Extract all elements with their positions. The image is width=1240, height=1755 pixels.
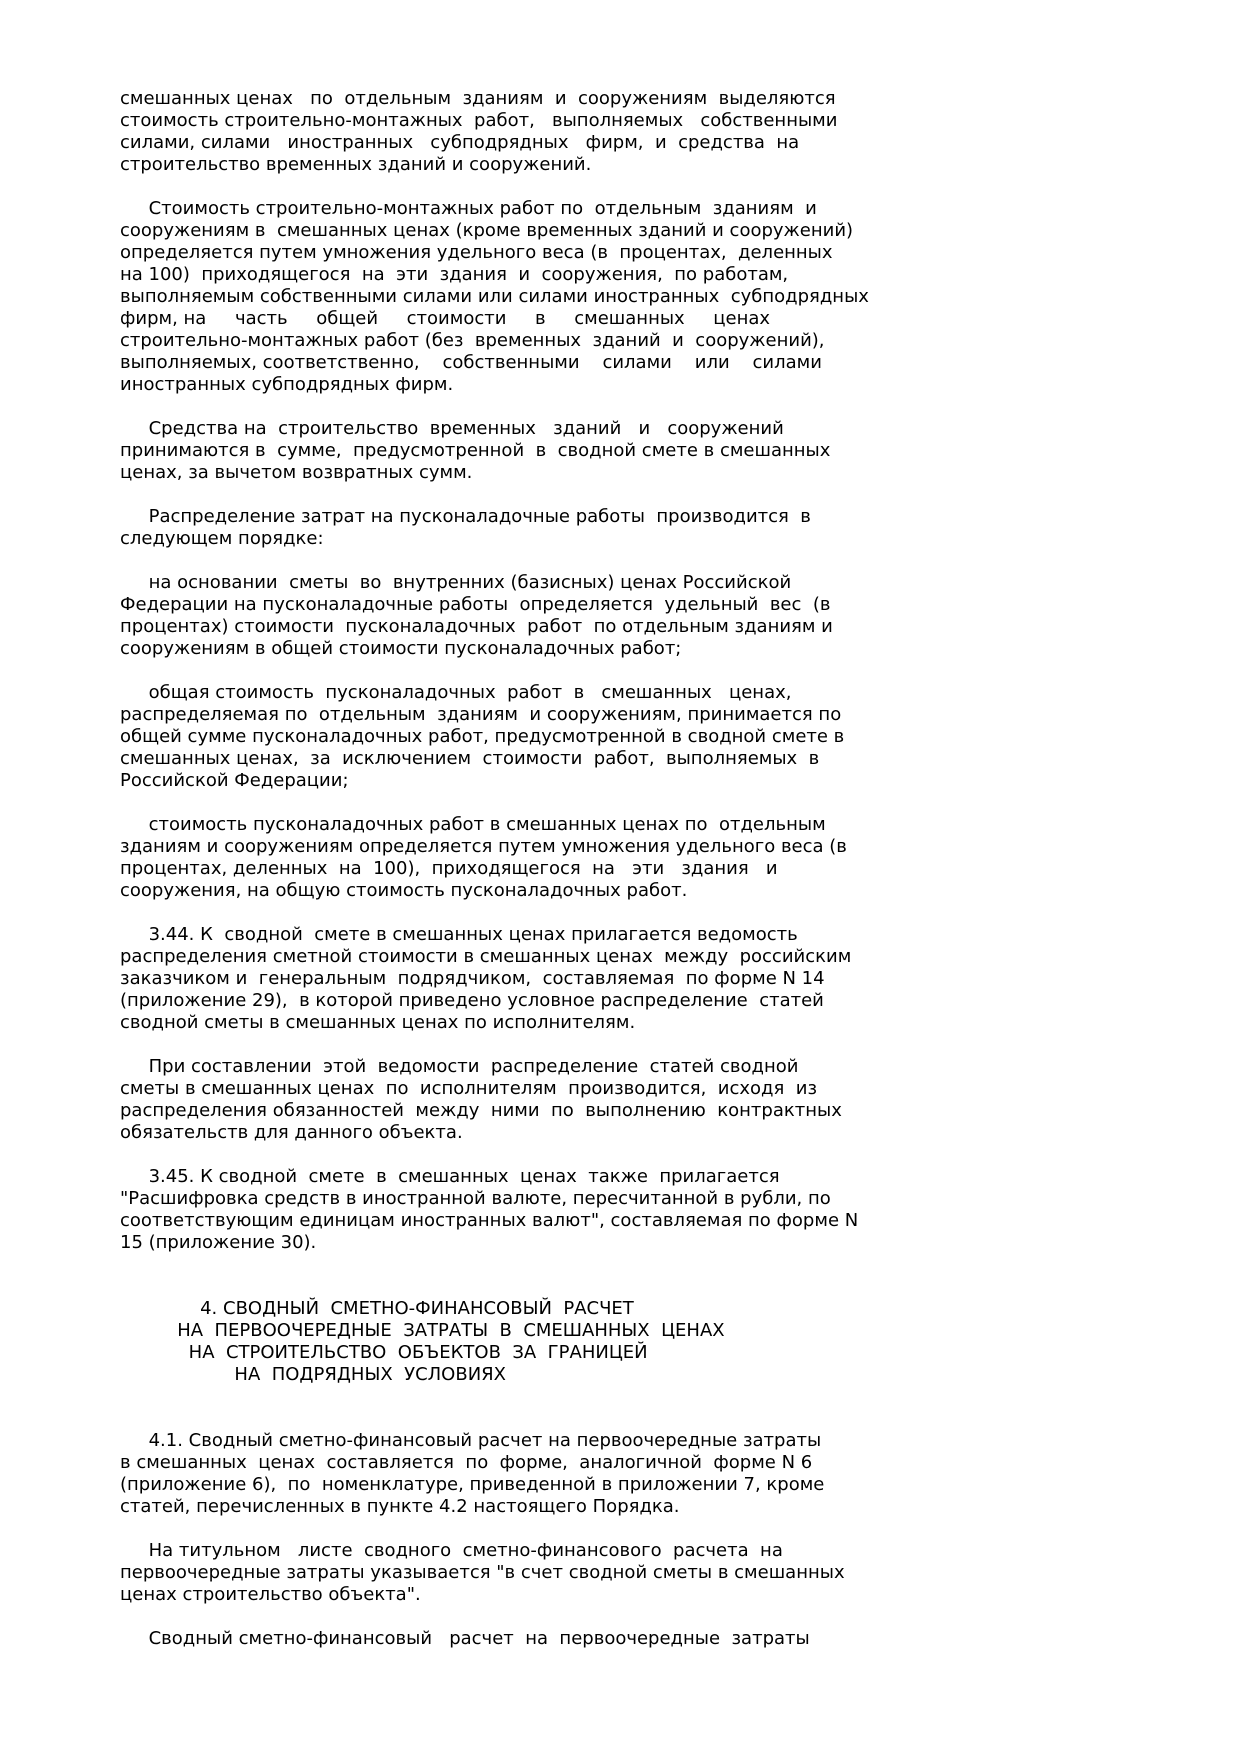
text-line: сооружения, на общую стоимость пусконаладочных работ.: [120, 880, 688, 901]
text-line: смешанных ценах, за исключением стоимости работ, выполняемых в: [120, 748, 820, 769]
text-line: на основании сметы во внутренних (базисных) ценах Российской: [120, 572, 792, 593]
text-line: сметы в смешанных ценах по исполнителям производится, исходя из: [120, 1078, 818, 1099]
document-page: [120, 88, 1180, 1650]
text-line: Средства на строительство временных зданий и сооружений: [120, 418, 784, 439]
text-line: (приложение 29), в которой приведено условное распределение статей: [120, 990, 824, 1011]
text-line: Российской Федерации;: [120, 770, 349, 791]
text-line: фирм, на часть общей стоимости в смешанных ценах: [120, 308, 771, 329]
text-line: сооружениям в смешанных ценах (кроме временных зданий и сооружений): [120, 220, 854, 241]
text-line: выполняемым собственными силами или силами иностранных субподрядных: [120, 286, 869, 307]
text-line: распределения сметной стоимости в смешанных ценах между российским: [120, 946, 852, 967]
text-line: силами, силами иностранных субподрядных фирм, и средства на: [120, 132, 800, 153]
text-line: Сводный сметно-финансовый расчет на первоочередные затраты: [120, 1628, 810, 1649]
text-line: сводной сметы в смешанных ценах по исполнителям.: [120, 1012, 636, 1033]
text-line: На титульном листе сводного сметно-финансового расчета на: [120, 1540, 783, 1561]
text-line: 3.44. К сводной смете в смешанных ценах прилагается ведомость: [120, 924, 798, 945]
text-line: ценах, за вычетом возвратных сумм.: [120, 462, 473, 483]
paragraph: [120, 88, 1180, 176]
text-line: сооружениям в общей стоимости пусконаладочных работ;: [120, 638, 682, 659]
text-line: первоочередные затраты указывается "в счет сводной сметы в смешанных: [120, 1562, 845, 1583]
paragraph: [120, 418, 1180, 484]
paragraph: [120, 1166, 1180, 1254]
text-line: строительство временных зданий и сооружений.: [120, 154, 592, 175]
text-line: Стоимость строительно-монтажных работ по отдельным зданиям и: [120, 198, 817, 219]
paragraph: [120, 572, 1180, 660]
text-line: распределяемая по отдельным зданиям и сооружениям, принимается по: [120, 704, 842, 725]
paragraph: [120, 1540, 1180, 1606]
text-line: на 100) приходящегося на эти здания и сооружения, по работам,: [120, 264, 789, 285]
text-line: статей, перечисленных в пункте 4.2 настоящего Порядка.: [120, 1496, 680, 1517]
text-line: общая стоимость пусконаладочных работ в смешанных ценах,: [120, 682, 792, 703]
text-line: процентах) стоимости пусконаладочных работ по отдельным зданиям и: [120, 616, 833, 637]
paragraph: [120, 924, 1180, 1034]
text-line: принимаются в сумме, предусмотренной в сводной смете в смешанных: [120, 440, 831, 461]
heading-line: 4. СВОДНЫЙ СМЕТНО-ФИНАНСОВЫЙ РАСЧЕТ: [120, 1298, 634, 1319]
paragraph: [120, 1056, 1180, 1144]
text-line: процентах, деленных на 100), приходящегося на эти здания и: [120, 858, 778, 879]
text-line: соответствующим единицам иностранных валют", составляемая по форме N: [120, 1210, 859, 1231]
heading-line: НА ПОДРЯДНЫХ УСЛОВИЯХ: [120, 1364, 506, 1385]
text-line: строительно-монтажных работ (без временных зданий и сооружений),: [120, 330, 825, 351]
section-heading: [120, 1298, 1180, 1386]
text-line: стоимость пусконаладочных работ в смешанных ценах по отдельным: [120, 814, 826, 835]
text-line: распределения обязанностей между ними по выполнению контрактных: [120, 1100, 842, 1121]
heading-line: НА ПЕРВООЧЕРЕДНЫЕ ЗАТРАТЫ В СМЕШАННЫХ ЦЕНАХ: [120, 1320, 725, 1341]
text-line: смешанных ценах по отдельным зданиям и сооружениям выделяются: [120, 88, 836, 109]
heading-line: НА СТРОИТЕЛЬСТВО ОБЪЕКТОВ ЗА ГРАНИЦЕЙ: [120, 1342, 648, 1363]
text-line: "Расшифровка средств в иностранной валюте, пересчитанной в рубли, по: [120, 1188, 831, 1209]
text-line: обязательств для данного объекта.: [120, 1122, 463, 1143]
paragraph: [120, 682, 1180, 792]
text-line: определяется путем умножения удельного веса (в процентах, деленных: [120, 242, 833, 263]
text-line: ценах строительство объекта".: [120, 1584, 421, 1605]
text-line: (приложение 6), по номенклатуре, приведенной в приложении 7, кроме: [120, 1474, 825, 1495]
text-line: Распределение затрат на пусконаладочные работы производится в: [120, 506, 811, 527]
text-line: зданиям и сооружениям определяется путем умножения удельного веса (в: [120, 836, 847, 857]
text-line: 4.1. Сводный сметно-финансовый расчет на первоочередные затраты: [120, 1430, 822, 1451]
paragraph: [120, 198, 1180, 396]
text-line: Федерации на пусконаладочные работы определяется удельный вес (в: [120, 594, 831, 615]
text-line: 3.45. К сводной смете в смешанных ценах также прилагается: [120, 1166, 780, 1187]
paragraph: [120, 1430, 1180, 1518]
text-line: иностранных субподрядных фирм.: [120, 374, 454, 395]
text-line: стоимость строительно-монтажных работ, выполняемых собственными: [120, 110, 838, 131]
text-line: заказчиком и генеральным подрядчиком, составляемая по форме N 14: [120, 968, 825, 989]
text-line: 15 (приложение 30).: [120, 1232, 317, 1253]
text-line: выполняемых, соответственно, собственными силами или силами: [120, 352, 822, 373]
text-line: общей сумме пусконаладочных работ, предусмотренной в сводной смете в: [120, 726, 845, 747]
text-line: в смешанных ценах составляется по форме, аналогичной форме N 6: [120, 1452, 813, 1473]
text-line: следующем порядке:: [120, 528, 324, 549]
text-line: При составлении этой ведомости распределение статей сводной: [120, 1056, 799, 1077]
paragraph: [120, 814, 1180, 902]
paragraph: [120, 1628, 1180, 1650]
paragraph: [120, 506, 1180, 550]
